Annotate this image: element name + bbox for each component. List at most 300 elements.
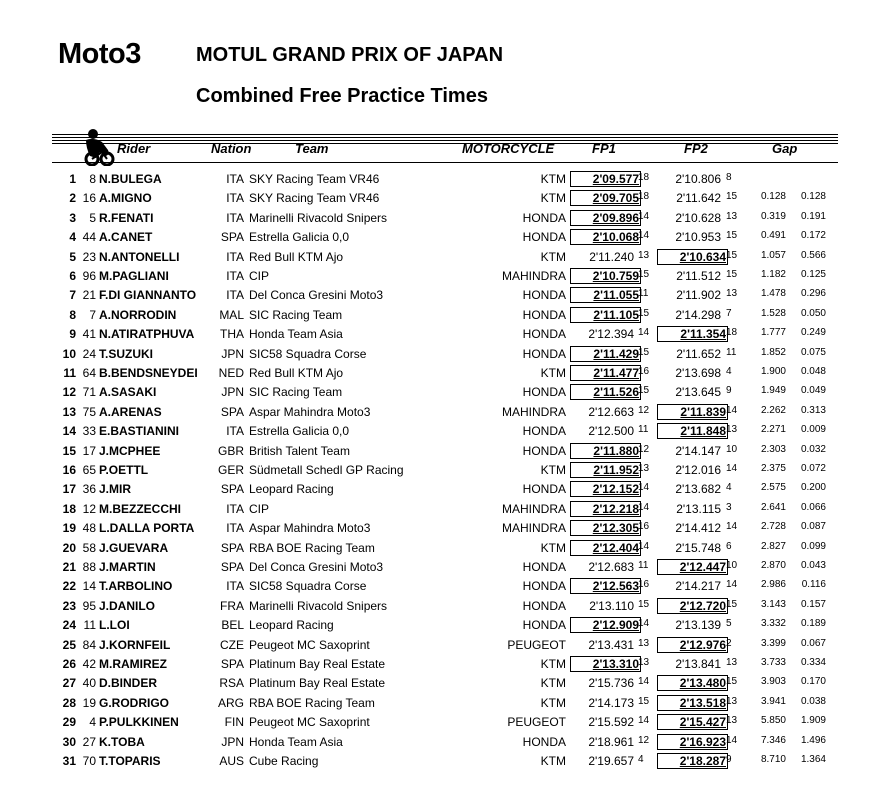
motorcycle: HONDA (522, 579, 566, 594)
fp1-laps: 13 (638, 463, 650, 474)
fp2-time: 2'13.139 (675, 618, 721, 633)
table-row (0, 616, 882, 635)
nation: ITA (226, 269, 244, 283)
team-name: Honda Team Asia (249, 734, 343, 749)
fp2-time: 2'13.698 (675, 366, 721, 380)
motorcycle: KTM (540, 676, 566, 691)
gap-to-first: 1.528 (760, 307, 786, 319)
gap-to-first: 1.852 (760, 346, 786, 358)
position: 11 (63, 366, 76, 380)
fp1-time: 2'11.526 (570, 384, 641, 400)
motorcycle: HONDA (522, 210, 566, 225)
fp1-time: 2'15.592 (588, 715, 634, 730)
gap-to-previous: 0.189 (800, 618, 826, 630)
table-row (0, 558, 882, 577)
motorcycle: KTM (540, 657, 566, 671)
nation: ITA (226, 210, 244, 225)
fp1-time: 2'12.152 (570, 481, 641, 497)
rider-name: N.BULEGA (99, 172, 162, 186)
fp1-time: 2'14.173 (588, 695, 634, 710)
motorcycle: MAHINDRA (501, 404, 566, 419)
position: 29 (62, 715, 76, 730)
motorcycle: PEUGEOT (507, 715, 566, 730)
table-row (0, 422, 882, 441)
position: 10 (62, 346, 76, 361)
fp2-laps: 14 (726, 734, 738, 746)
nation: GBR (218, 443, 245, 458)
fp2-laps: 15 (726, 676, 738, 688)
team-name: SIC58 Squadra Corse (249, 346, 367, 361)
event-title: MOTUL GRAND PRIX OF JAPAN (196, 44, 504, 66)
team-name: Cube Racing (249, 754, 319, 768)
gap-to-previous: 0.566 (800, 249, 826, 261)
fp2-time: 2'14.147 (675, 443, 721, 458)
gap-to-previous: 0.334 (800, 657, 826, 668)
rider-number: 41 (82, 327, 96, 342)
rider-name: A.SASAKI (99, 385, 157, 400)
fp2-laps: 13 (726, 695, 738, 707)
team-name: British Talent Team (249, 443, 350, 458)
fp1-time: 2'12.563 (570, 578, 641, 594)
fp1-time: 2'09.577 (570, 171, 641, 187)
gap-to-first: 3.903 (760, 676, 786, 688)
gap-to-first: 2.827 (760, 540, 786, 552)
nation: ITA (226, 288, 244, 303)
fp2-time: 2'11.512 (676, 269, 721, 283)
col-rider-header: Rider (117, 141, 151, 156)
table-row (0, 248, 882, 267)
fp2-laps: 13 (726, 715, 738, 727)
fp1-laps: 14 (638, 501, 650, 513)
fp2-time: 2'10.628 (675, 210, 721, 225)
nation: ITA (226, 424, 244, 439)
gap-to-previous: 0.009 (800, 424, 826, 436)
rider-number: 40 (82, 676, 96, 691)
position: 26 (62, 657, 76, 671)
rider-number: 11 (83, 618, 96, 633)
gap-to-first: 2.870 (760, 560, 786, 571)
table-row (0, 597, 882, 616)
fp1-laps: 15 (638, 307, 650, 319)
gap-to-first: 2.986 (760, 579, 786, 591)
fp1-time: 2'13.431 (588, 637, 634, 652)
team-name: Estrella Galicia 0,0 (249, 424, 350, 439)
fp2-time: 2'10.634 (657, 249, 728, 265)
table-row (0, 733, 882, 752)
fp1-time: 2'11.105 (570, 307, 641, 323)
fp2-time: 2'13.480 (657, 675, 728, 691)
gap-to-first: 0.128 (760, 191, 786, 203)
rider-number: 42 (82, 657, 96, 671)
team-name: CIP (249, 269, 270, 283)
motorcycle: HONDA (522, 385, 566, 400)
gap-to-first: 1.478 (760, 288, 786, 300)
nation: JPN (221, 385, 244, 400)
nation: FRA (220, 598, 244, 613)
gap-to-previous: 0.048 (800, 366, 826, 377)
nation: ITA (226, 521, 244, 536)
fp2-time: 2'11.848 (657, 423, 728, 439)
gap-to-first: 3.941 (760, 695, 786, 707)
fp1-laps: 15 (638, 385, 650, 397)
fp2-laps: 15 (726, 598, 738, 610)
position: 6 (69, 269, 76, 283)
motorcycle: HONDA (522, 288, 566, 303)
col-nation-header: Nation (211, 141, 252, 156)
fp2-time: 2'14.412 (675, 521, 721, 536)
gap-to-previous: 0.172 (800, 230, 826, 242)
team-name: RBA BOE Racing Team (249, 695, 375, 710)
rider-number: 16 (82, 191, 96, 206)
rider-name: P.PULKKINEN (99, 715, 179, 730)
fp1-time: 2'11.880 (570, 443, 641, 459)
fp2-laps: 14 (726, 463, 738, 474)
fp2-time: 2'10.806 (675, 172, 721, 186)
nation: SPA (220, 540, 244, 555)
fp1-laps: 12 (638, 734, 650, 746)
motorcycle: KTM (540, 540, 566, 555)
motorcycle: KTM (540, 754, 566, 768)
fp1-time: 2'13.110 (589, 598, 634, 613)
fp2-time: 2'11.839 (657, 404, 728, 420)
rider-name: N.ANTONELLI (99, 249, 180, 264)
rider-name: B.BENDSNEYDEI (99, 366, 198, 380)
fp2-time: 2'11.652 (676, 346, 721, 361)
rider-number: 71 (82, 385, 96, 400)
rider-number: 24 (82, 346, 96, 361)
fp1-laps: 14 (638, 327, 650, 339)
fp1-time: 2'12.500 (588, 424, 634, 439)
gap-to-previous: 0.043 (800, 560, 826, 571)
fp2-laps: 13 (726, 210, 738, 222)
col-gap-header: Gap (772, 141, 798, 156)
fp2-laps: 3 (726, 501, 732, 513)
rider-number: 5 (89, 210, 96, 225)
rider-name: M.RAMIREZ (99, 657, 167, 671)
position: 12 (62, 385, 76, 400)
fp1-laps: 13 (638, 249, 650, 261)
fp1-time: 2'10.759 (570, 268, 641, 284)
rider-name: D.BINDER (99, 676, 158, 691)
gap-to-first: 8.710 (760, 754, 786, 765)
rider-number: 7 (89, 307, 96, 322)
nation: ITA (226, 172, 244, 186)
team-name: RBA BOE Racing Team (249, 540, 375, 555)
team-name: SKY Racing Team VR46 (249, 191, 380, 206)
rider-name: E.BASTIANINI (99, 424, 180, 439)
team-name: Leopard Racing (249, 482, 334, 497)
table-row (0, 636, 882, 655)
gap-to-first: 3.733 (760, 657, 786, 668)
fp2-time: 2'11.354 (657, 326, 728, 342)
header-rule (52, 134, 838, 146)
gap-to-first: 7.346 (760, 734, 786, 746)
position: 7 (69, 288, 76, 303)
rider-name: T.SUZUKI (99, 346, 153, 361)
fp1-laps: 12 (638, 404, 650, 416)
motorcycle: KTM (540, 463, 566, 477)
nation: ITA (226, 249, 244, 264)
nation: BEL (221, 618, 244, 633)
team-name: SIC Racing Team (249, 307, 343, 322)
motorcycle: HONDA (522, 307, 566, 322)
fp1-time: 2'11.952 (570, 462, 641, 478)
gap-to-first: 1.949 (760, 385, 786, 397)
motorcycle: KTM (540, 191, 566, 206)
table-row (0, 383, 882, 402)
gap-to-first: 2.575 (760, 482, 786, 494)
rider-number: 95 (82, 598, 96, 613)
rider-name: T.TOPARIS (99, 754, 161, 768)
position: 3 (69, 210, 76, 225)
motorcycle: HONDA (522, 734, 566, 749)
fp2-laps: 15 (726, 269, 738, 280)
fp2-laps: 18 (726, 327, 738, 339)
rider-number: 48 (82, 521, 96, 536)
fp2-laps: 15 (726, 191, 738, 203)
fp2-time: 2'12.016 (675, 463, 721, 477)
team-name: CIP (249, 501, 270, 516)
fp2-laps: 10 (726, 443, 738, 455)
col-fp2-header: FP2 (684, 141, 708, 156)
motorcycle: HONDA (522, 560, 566, 574)
position: 8 (69, 307, 76, 322)
position: 1 (69, 172, 76, 186)
team-name: Del Conca Gresini Moto3 (249, 288, 384, 303)
gap-to-first: 3.143 (760, 598, 786, 610)
motorcycle: KTM (540, 172, 566, 186)
table-row (0, 209, 882, 228)
rider-name: J.MARTIN (99, 560, 156, 574)
fp2-laps: 9 (726, 754, 732, 765)
gap-to-first: 1.900 (760, 366, 786, 377)
fp2-time: 2'11.642 (676, 191, 721, 206)
fp1-time: 2'11.429 (570, 346, 641, 362)
position: 14 (62, 424, 76, 439)
fp2-laps: 15 (726, 249, 738, 261)
fp2-laps: 8 (726, 172, 732, 183)
nation: SPA (220, 404, 244, 419)
class-title: Moto3 (58, 38, 141, 70)
gap-to-previous: 0.313 (800, 404, 826, 416)
table-row (0, 519, 882, 538)
gap-to-previous: 0.099 (800, 540, 826, 552)
gap-to-first: 1.777 (760, 327, 786, 339)
gap-to-first: 0.319 (760, 210, 786, 222)
position: 15 (62, 443, 76, 458)
fp2-time: 2'16.923 (657, 734, 728, 750)
rider-name: J.DANILO (99, 598, 156, 613)
gap-to-previous: 1.909 (800, 715, 826, 727)
nation: RSA (219, 676, 244, 691)
gap-to-previous: 0.067 (800, 637, 826, 649)
table-row (0, 461, 882, 480)
fp1-laps: 14 (638, 715, 650, 727)
position: 30 (62, 734, 76, 749)
gap-to-first: 2.303 (760, 443, 786, 455)
team-name: Del Conca Gresini Moto3 (249, 560, 384, 574)
position: 27 (62, 676, 76, 691)
nation: MAL (219, 307, 244, 322)
position: 4 (69, 230, 76, 245)
gap-to-previous: 0.075 (800, 346, 826, 358)
fp1-time: 2'13.310 (570, 656, 641, 672)
fp1-laps: 15 (638, 695, 650, 707)
gap-to-previous: 0.191 (800, 210, 826, 222)
fp2-time: 2'10.953 (675, 230, 721, 245)
fp2-time: 2'13.115 (676, 501, 721, 516)
gap-to-previous: 0.032 (800, 443, 826, 455)
fp1-laps: 11 (638, 288, 649, 300)
fp2-time: 2'18.287 (657, 753, 728, 769)
fp2-time: 2'12.720 (657, 598, 728, 614)
team-name: Red Bull KTM Ajo (249, 366, 344, 380)
fp1-laps: 16 (638, 579, 650, 591)
fp2-laps: 4 (726, 482, 732, 494)
fp1-laps: 14 (638, 230, 650, 242)
motorcycle: HONDA (522, 424, 566, 439)
rider-name: M.BEZZECCHI (99, 501, 181, 516)
nation: ITA (226, 501, 244, 516)
rider-name: R.FENATI (99, 210, 154, 225)
motorcycle: KTM (540, 695, 566, 710)
fp2-laps: 14 (726, 404, 738, 416)
gap-to-previous: 0.157 (800, 598, 826, 610)
fp1-laps: 15 (638, 269, 650, 280)
rider-number: 64 (82, 366, 96, 380)
rider-number: 70 (82, 754, 96, 768)
fp1-laps: 14 (638, 210, 650, 222)
motorcycle: HONDA (522, 327, 566, 342)
fp1-time: 2'12.404 (570, 540, 641, 556)
table-row (0, 286, 882, 305)
table-row (0, 306, 882, 325)
team-name: SIC58 Squadra Corse (249, 579, 367, 594)
nation: JPN (221, 346, 244, 361)
team-name: Red Bull KTM Ajo (249, 249, 344, 264)
gap-to-previous: 0.125 (800, 269, 826, 280)
table-row (0, 403, 882, 422)
fp2-laps: 7 (726, 307, 732, 319)
team-name: SIC Racing Team (249, 385, 343, 400)
rider-number: 88 (82, 560, 96, 574)
motorcycle: MAHINDRA (501, 521, 566, 536)
rider-number: 36 (82, 482, 96, 497)
team-name: Aspar Mahindra Moto3 (249, 521, 371, 536)
table-row (0, 345, 882, 364)
rider-name: K.TOBA (99, 734, 145, 749)
nation: ITA (226, 579, 244, 594)
table-row (0, 325, 882, 344)
fp2-time: 2'14.298 (675, 307, 721, 322)
fp1-time: 2'11.055 (570, 287, 641, 303)
rider-number: 65 (82, 463, 96, 477)
position: 22 (62, 579, 76, 594)
rider-name: T.ARBOLINO (99, 579, 173, 594)
motorcycle: MAHINDRA (501, 269, 566, 283)
team-name: Platinum Bay Real Estate (249, 676, 386, 691)
nation: NED (218, 366, 244, 380)
gap-to-first: 3.399 (760, 637, 786, 649)
fp2-time: 2'12.447 (657, 559, 728, 575)
fp1-time: 2'12.683 (588, 560, 634, 574)
nation: ARG (218, 695, 245, 710)
fp2-laps: 6 (726, 540, 732, 552)
team-name: Marinelli Rivacold Snipers (249, 210, 388, 225)
motorcycle: KTM (540, 366, 566, 380)
rider-name: G.RODRIGO (99, 695, 170, 710)
fp1-laps: 4 (638, 754, 644, 765)
motorcycle: PEUGEOT (507, 637, 566, 652)
fp2-laps: 15 (726, 230, 738, 242)
fp1-laps: 15 (638, 598, 650, 610)
motorcycle: HONDA (522, 346, 566, 361)
rider-number: 58 (82, 540, 96, 555)
fp1-time: 2'12.909 (570, 617, 641, 633)
gap-to-first: 0.491 (760, 230, 786, 242)
position: 17 (62, 482, 76, 497)
fp1-time: 2'18.961 (588, 734, 634, 749)
page-subtitle: Combined Free Practice Times (196, 85, 488, 107)
position: 23 (62, 598, 76, 613)
fp2-laps: 11 (726, 346, 737, 358)
rider-name: J.GUEVARA (99, 540, 169, 555)
fp2-laps: 9 (726, 385, 732, 397)
table-row (0, 694, 882, 713)
fp2-laps: 13 (726, 288, 738, 300)
fp2-laps: 13 (726, 657, 738, 668)
table-row (0, 189, 882, 208)
nation: CZE (220, 637, 244, 652)
motorcycle: KTM (540, 249, 566, 264)
rider-number: 21 (82, 288, 96, 303)
fp2-time: 2'15.427 (657, 714, 728, 730)
rider-number: 84 (82, 637, 96, 652)
fp1-time: 2'11.240 (589, 249, 634, 264)
fp1-laps: 14 (638, 482, 650, 494)
nation: GER (218, 463, 245, 477)
gap-to-previous: 0.200 (800, 482, 826, 494)
position: 5 (69, 249, 76, 264)
motorcycle: HONDA (522, 598, 566, 613)
nation: FIN (224, 715, 244, 730)
team-name: Leopard Racing (249, 618, 334, 633)
rider-number: 19 (82, 695, 96, 710)
gap-to-first: 1.182 (760, 269, 786, 280)
team-name: Peugeot MC Saxoprint (249, 715, 370, 730)
table-row (0, 752, 882, 771)
gap-to-previous: 0.170 (800, 676, 826, 688)
gap-to-previous: 0.050 (800, 307, 826, 319)
fp2-time: 2'15.748 (675, 540, 721, 555)
fp2-time: 2'13.645 (675, 385, 721, 400)
gap-to-previous: 0.049 (800, 385, 826, 397)
rider-number: 8 (89, 172, 96, 186)
fp2-laps: 4 (726, 366, 732, 377)
fp1-laps: 18 (638, 191, 650, 203)
fp1-laps: 11 (638, 424, 649, 436)
rider-name: N.ATIRATPHUVA (99, 327, 195, 342)
rider-number: 23 (82, 249, 96, 264)
position: 19 (62, 521, 76, 536)
fp1-time: 2'12.663 (588, 404, 634, 419)
rider-name: J.MCPHEE (99, 443, 161, 458)
rider-name: J.KORNFEIL (99, 637, 171, 652)
fp1-time: 2'09.705 (570, 190, 641, 206)
rider-name: A.ARENAS (99, 404, 162, 419)
fp1-time: 2'10.068 (570, 229, 641, 245)
team-name: Südmetall Schedl GP Racing (249, 463, 404, 477)
